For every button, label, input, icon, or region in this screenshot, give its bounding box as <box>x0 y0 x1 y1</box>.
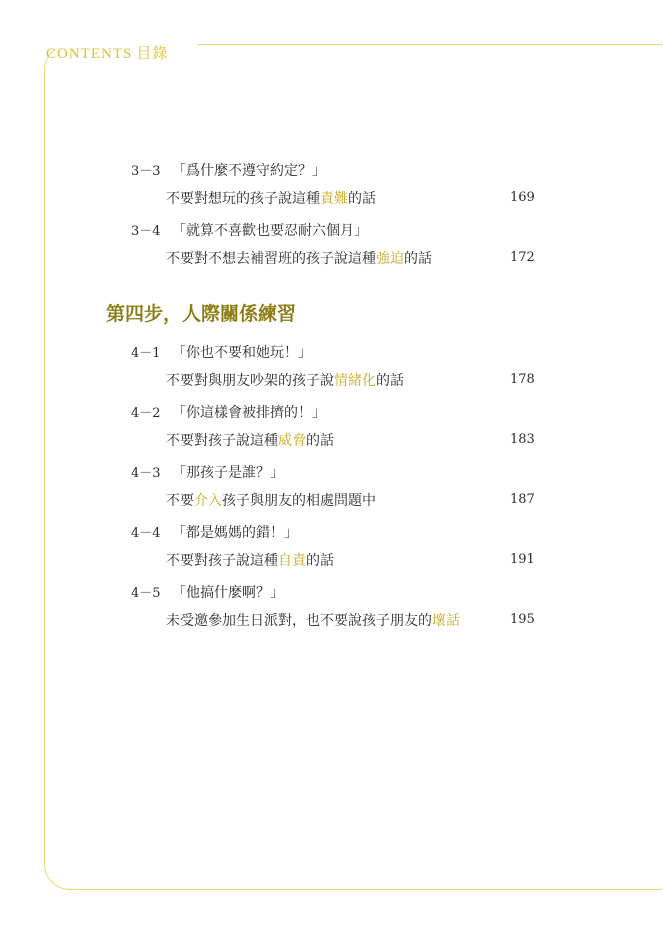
entry-title: 「爲什麼不遵守約定？」 <box>172 163 326 179</box>
entry-page-number: 187 <box>510 492 535 507</box>
entry-title: 「他搞什麼啊？」 <box>172 585 284 601</box>
entry-page-number: 195 <box>510 612 535 627</box>
entry-page-number: 178 <box>510 372 535 387</box>
entry-subtitle: 不要對孩子說這種威脅的話 <box>166 433 334 449</box>
contents-header <box>46 42 168 63</box>
entry-subtitle: 不要對與朋友吵架的孩子說情緒化的話 <box>166 373 404 389</box>
entry-title: 「都是媽媽的錯！」 <box>172 525 298 541</box>
entry-subtitle: 未受邀參加生日派對，也不要說孩子朋友的壞話 <box>166 613 460 629</box>
entry-title: 「你這樣會被排擠的！」 <box>172 405 326 421</box>
entry-number: 4－3 <box>131 466 161 481</box>
entry-subtitle: 不要對不想去補習班的孩子說這種強迫的話 <box>166 251 432 267</box>
toc-entry-4-1[interactable] <box>0 342 663 402</box>
entry-page-number: 169 <box>510 190 535 205</box>
section-title: 第四步，人際關係練習 <box>106 303 297 325</box>
header-label-en: CONTENTS <box>46 46 133 62</box>
entry-title: 「你也不要和她玩！」 <box>172 345 312 361</box>
entry-number: 3－3 <box>131 164 161 179</box>
entry-title: 「那孩子是誰？」 <box>172 465 284 481</box>
entry-subtitle: 不要對孩子說這種自責的話 <box>166 553 334 569</box>
entry-title: 「就算不喜歡也要忍耐六個月」 <box>172 223 368 239</box>
entry-subtitle: 不要對想玩的孩子說這種責難的話 <box>166 191 376 207</box>
toc-entry-3-3[interactable] <box>0 160 663 220</box>
entry-number: 3－4 <box>131 224 161 239</box>
toc-entry-4-3[interactable] <box>0 462 663 522</box>
entry-number: 4－5 <box>131 586 161 601</box>
toc-entry-3-4[interactable] <box>0 220 663 280</box>
entry-page-number: 172 <box>510 250 535 265</box>
entry-page-number: 183 <box>510 432 535 447</box>
toc-entry-4-2[interactable] <box>0 402 663 462</box>
entry-number: 4－2 <box>131 406 161 421</box>
entry-page-number: 191 <box>510 552 535 567</box>
entry-number: 4－1 <box>131 346 161 361</box>
header-label-zh: 目錄 <box>136 44 169 62</box>
toc-entry-4-4[interactable] <box>0 522 663 582</box>
entry-number: 4－4 <box>131 526 161 541</box>
entry-subtitle: 不要介入孩子與朋友的相處問題中 <box>166 493 376 509</box>
toc-entry-4-5[interactable] <box>0 582 663 642</box>
